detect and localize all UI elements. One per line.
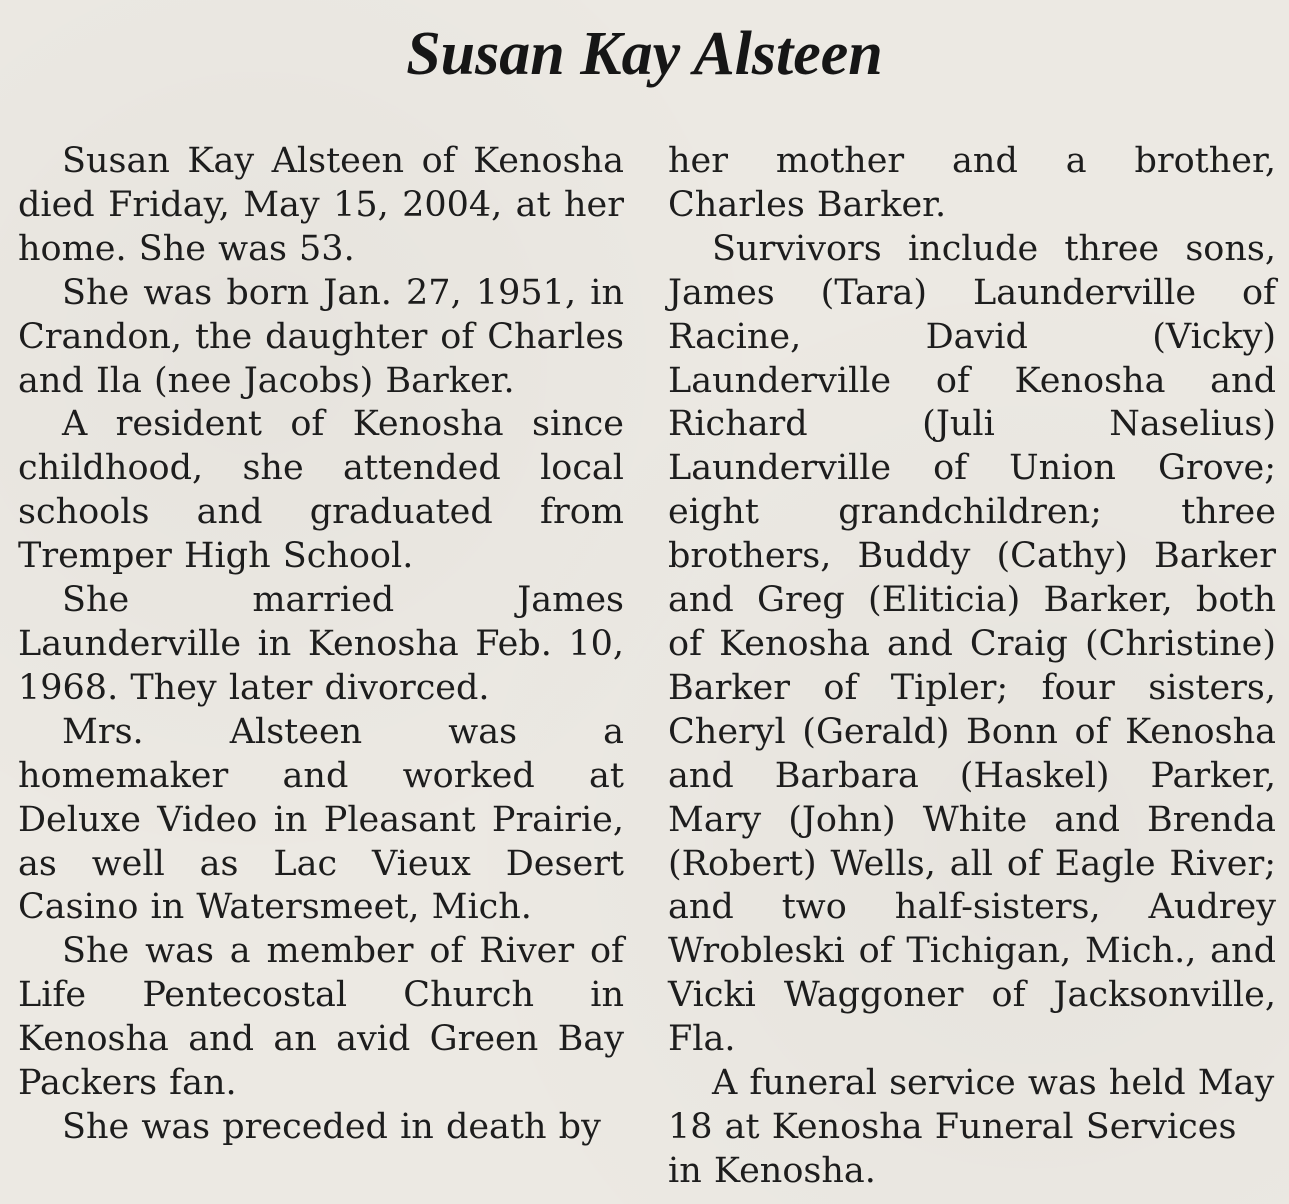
paragraph-funeral: A funeral service was held May 18 at Kenosha Funeral Services in Kenosha. [668,1063,1275,1191]
paragraph-marriage: She married James Launderville in Kenosha Feb. 10, 1968. They later divorced. [18,580,624,708]
left-column [18,140,624,1194]
paragraph-preceded-start: She was preceded in death by [62,1106,601,1147]
paragraph-death-notice: Susan Kay Alsteen of Kenosha died Friday, May 15, 2004, at her home. She was 53. [18,141,624,269]
article-columns [18,140,1276,1194]
paragraph-survivors: Survivors include three sons, James (Tara) Launderville of Racine, David (Vicky) Launderville of Kenosha and Richard (Juli Naselius) Launderville of Union Grove; eight grandchildren; three brothers, Buddy (Cathy) Barker and Greg (Eliticia) Barker, both of Kenosha and Craig (Christine) Barker of Tipler; four sisters, Cheryl (Gerald) Bonn of Kenosha and Barbara (Haskel) Parker, Mary (John) White and Brenda (Robert) Wells, all of Eagle River; and two half-sisters, Audrey Wrobleski of Tichigan, Mich., and Vicki Waggoner of Jacksonville, Fla. [668,228,1276,1060]
right-column [668,140,1276,1194]
paragraph-preceded-end: her mother and a brother, Charles Barker. [668,141,1276,225]
paragraph-church: She was a member of River of Life Pentecostal Church in Kenosha and an avid Green Bay Packers fan. [18,931,624,1104]
paragraph-birth: She was born Jan. 27, 1951, in Crandon, the daughter of Charles and Ila (nee Jacobs) Barker. [18,272,624,401]
paragraph-employment: Mrs. Alsteen was a homemaker and worked at Deluxe Video in Pleasant Prairie, as well as Lac Vieux Desert Casino in Watersmeet, Mich. [18,711,624,928]
obituary-title: Susan Kay Alsteen [406,20,883,88]
paragraph-residence: A resident of Kenosha since childhood, she attended local schools and graduated from Tremper High School. [18,404,624,577]
